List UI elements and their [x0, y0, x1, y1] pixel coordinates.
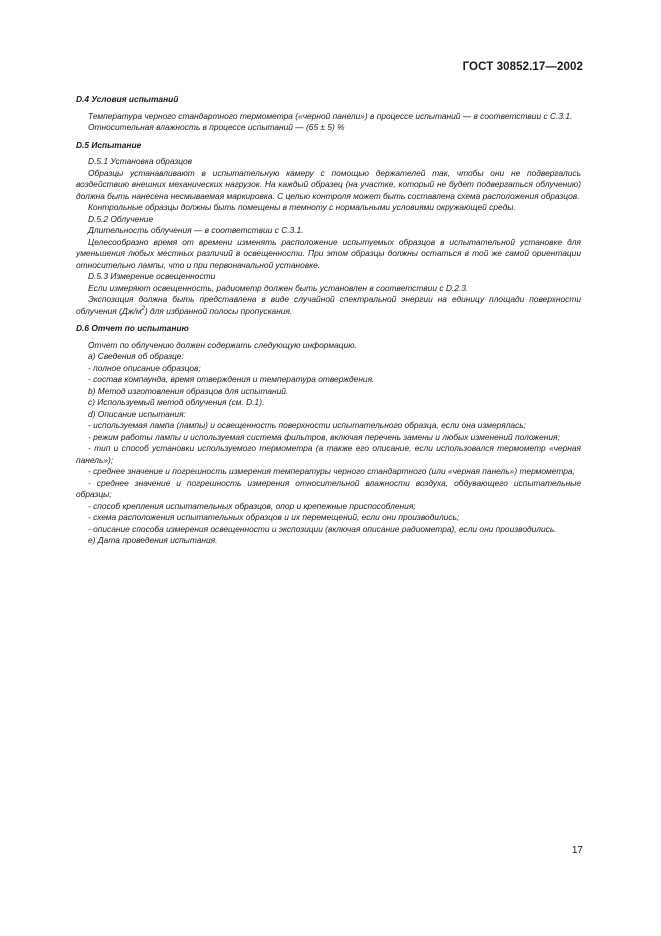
subsection-title: D.5.2 Облучение: [88, 213, 154, 224]
section-d6-title: D.6 Отчет по испытанию: [76, 323, 189, 333]
section-d5-title: D.5 Испытание: [76, 139, 142, 150]
paragraph: Отчет по облучению должен содержать следующую информацию.: [88, 339, 357, 350]
list-item: е) Дата проведения испытания.: [88, 535, 218, 545]
document-body: [76, 94, 581, 547]
text-run: Экспозиция должна быть представлена в виде случайной спектральной энергии на единицу площади поверхности облучения (Дж/м: [76, 294, 581, 316]
paragraph: Длительность облучения — в соответствии с С.3.1.: [88, 225, 304, 235]
list-subitem: - используемая лампа (лампы) и освещенность поверхности испытательного образца, если она измерялась;: [88, 420, 526, 430]
list-subitem: - тип и способ установки используемого термометра (а также его описание, если использовался термометр «черная панель»);: [76, 443, 581, 465]
list-subitem: - среднее значение и погрешность измерения относительной влажности воздуха, обдувающего испытательные образцы;: [76, 477, 581, 499]
subsection-title: D.5.3 Измерение освещенности: [88, 271, 216, 281]
list-subitem: - схема расположения испытательных образцов и их перемещений, если они производились;: [88, 512, 460, 522]
paragraph: Целесообразно время от времени изменять расположение испытуемых образцов в испытательной установке для уменьшения любых местных различий в освещенности. При этом образцы должны остаться в той же самой ориентации относительно лампы, что и при первоначальной установке.: [76, 236, 581, 270]
list-subitem: - режим работы лампы и используемая система фильтров, включая перечень замены и любых изменений положения;: [88, 431, 560, 442]
paragraph: Относительная влажность в процессе испытаний — (65 ± 5) %: [88, 122, 345, 132]
list-item: d) Описание испытания:: [88, 408, 186, 419]
document-id-header: ГОСТ 30852.17—2002: [462, 61, 583, 73]
section-d4-title: D.4 Условия испытаний: [76, 94, 179, 104]
paragraph: Контрольные образцы должны быть помещены в темноту с нормальными условиями окружающей среды.: [88, 202, 516, 212]
list-subitem: - полное описание образцов;: [88, 362, 201, 373]
superscript: 2: [141, 305, 145, 312]
text-run: ) для избранной полосы пропускания.: [144, 305, 293, 316]
list-subitem: - среднее значение и погрешность измерения температуры черного стандартного (или «черная панель») термометра;: [88, 466, 575, 476]
page-number: 17: [571, 845, 583, 856]
paragraph: Если измеряют освещенность, радиометр должен быть установлен в соответствии с D.2.3.: [88, 282, 469, 293]
paragraph: [76, 294, 581, 317]
paragraph: Температура черного стандартного термометра («черной панели») в процессе испытаний — в соответствии с С.3.1.: [88, 110, 573, 121]
list-subitem: - состав компаунда, время отверждения и температура отверждения.: [88, 374, 375, 384]
list-item: b) Метод изготовления образцов для испытаний.: [88, 385, 289, 396]
paragraph: Образцы устанавливают в испытательную камеру с помощью держателей так, чтобы они не подвергались воздействию внешних механических нагрузок. На каждый образец (на участке, который не будет подвергаться облучению) должна быть нанесена несмываемая маркировка. С целью контроля может быть составлена схема расположения образцов.: [76, 167, 581, 201]
list-subitem: - способ крепления испытательных образцов, опор и крепежные приспособления;: [88, 500, 416, 511]
list-subitem: - описание способа измерения освещенности и экспозиции (включая описание радиометра), если они производились.: [88, 523, 557, 534]
subsection-title: D.5.1 Установка образцов: [88, 156, 193, 166]
list-item: с) Используемый метод облучения (см. D.1).: [88, 397, 265, 407]
list-item: а) Сведения об образце:: [88, 351, 184, 361]
